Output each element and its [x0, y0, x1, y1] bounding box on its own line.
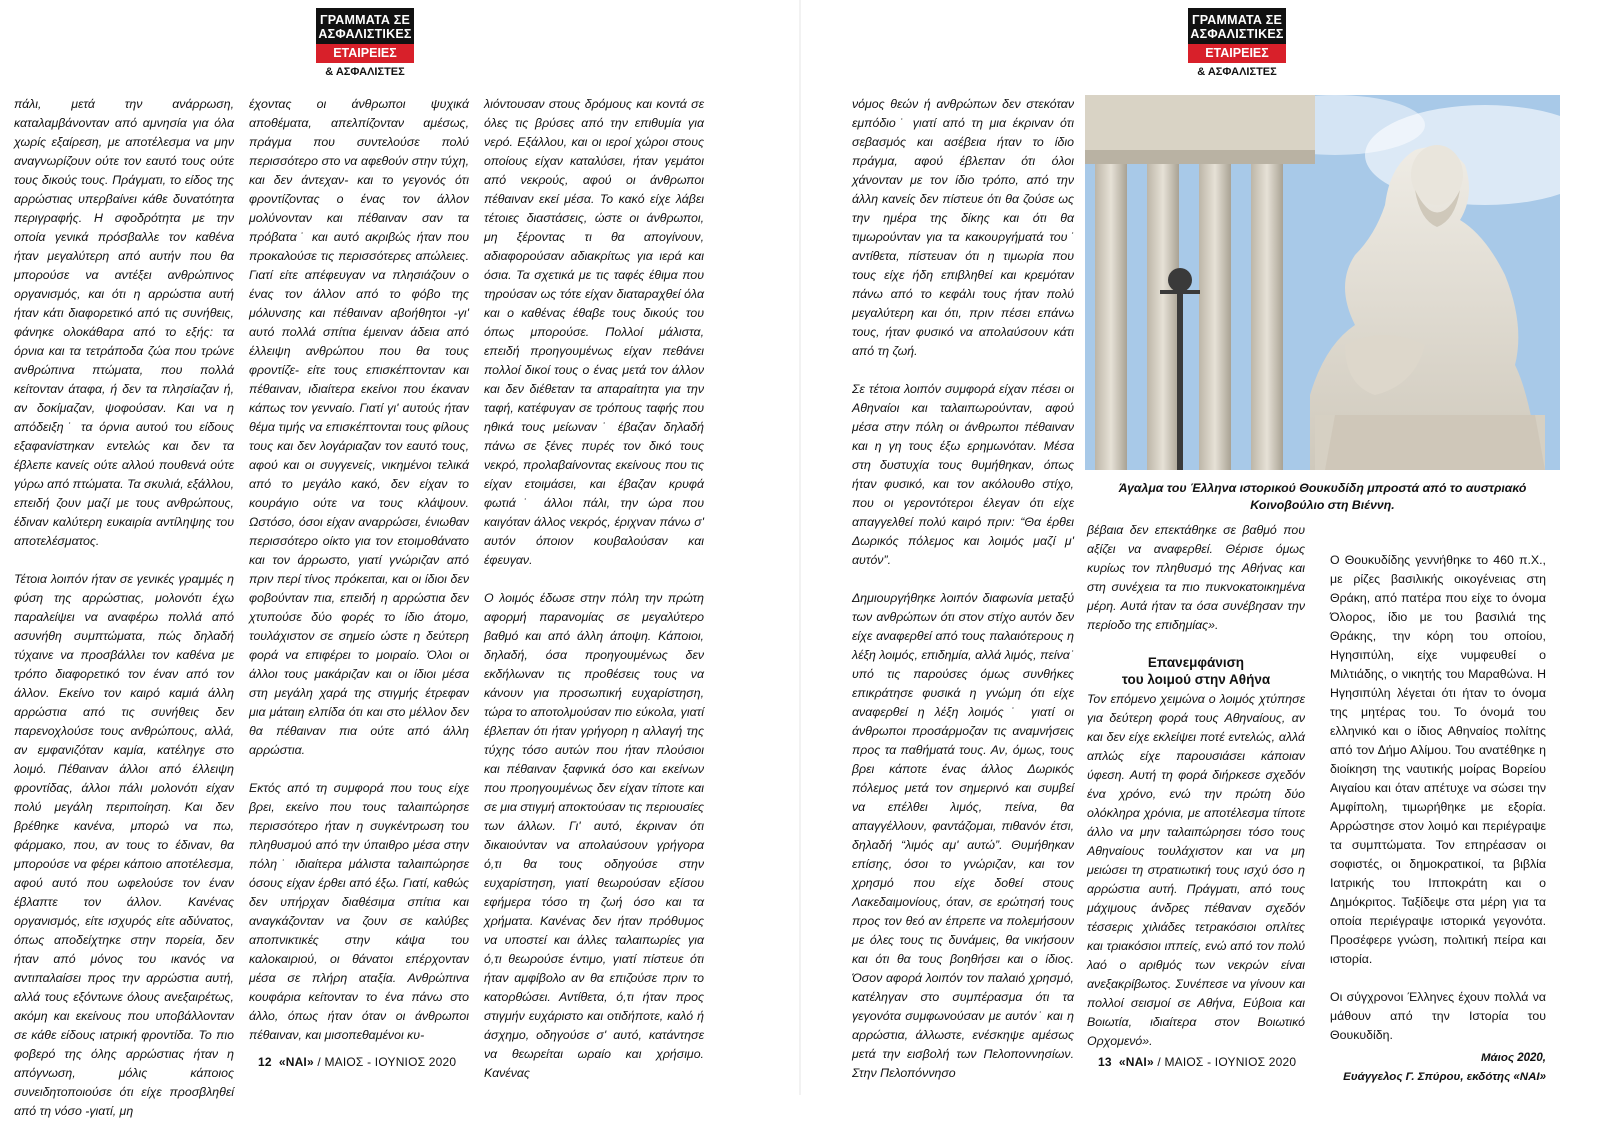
- signature-date: Μάιος 2020,: [1480, 1052, 1546, 1064]
- paragraph: βέβαια δεν επεκτάθηκε σε βαθμό που αξίζει να αναφερθεί. Θέρισε όμως κυρίως τον πληθυσμό της Αθήνας και στη συνέχεια τα πιο πυκνοκατοικημένα μέρη. Αυτά ήταν τα όσα συνέβησαν την περίοδο της επιδημίας».: [1087, 523, 1305, 632]
- thucydides-statue-photo: [1085, 95, 1560, 470]
- heading-line1: Επανεμφάνιση: [1147, 655, 1245, 670]
- paragraph: Ο λοιμός έδωσε στην πόλη την πρώτη αφορμή παρανομίας σε μεγαλύτερο βαθμό και από άλλη άποψη. Κάποιοι, δηλαδή, όσα προηγουμένως δεν εκδήλωναν τις προθέσεις τους να κάνουν για προσωπική ευχαρίστηση, τώρα το αποτολμούσαν πιο εύκολα, γιατί έβλεπαν ότι ήταν γρήγορη η αλλαγή της τύχης τόσο αυτών που ήταν πλούσιοι και πέθαιναν ξαφνικά όσο και εκείνων που προηγουμένως δεν είχαν τίποτε και σε μια στιγμή αποκτούσαν τις περιουσίες των άλλων. Γι' αυτό, έκριναν ότι δικαιούνταν να απολαύσουν γρήγορα ό,τι θα τους οδηγούσε στην ευχαρίστηση, γιατί θεωρούσαν εξίσου εφήμερα τόσο τη ζωή όσο και τα χρήματα. Κανένας δεν ήταν πρόθυμος να υποστεί και άλλες ταλαιπωρίες για ό,τι θεωρούσε έντιμο, γιατί πίστευε ότι ήταν αμφίβολο αν θα επιζούσε πριν το κατορθώσει. Αντίθετα, ό,τι ήταν προς στιγμήν ευχάριστο και οτιδήποτε, καλό ή άσχημο, οδηγούσε σ' αυτό, κατάντησε να θεωρείται ωραίο και χρήσιμο. Κανένας: [484, 591, 704, 1080]
- paragraph: Δημιουργήθηκε λοιπόν διαφωνία μεταξύ των ανθρώπων ότι στον στίχο αυτόν δεν είχε αναφερθεί από τους παλαιότερους η λέξη λοιμός, επιδημία, αλλά λιμός, πείνα˙ υπό τις παρούσες όμως συνθήκες επικράτησε φυσικά η γνώμη ότι είχε αναφερθεί η λέξη λοιμός˙ γιατί οι άνθρωποι προσάρμοζαν τις αναμνήσεις προς τα παθήματά τους. Αν, όμως, τους βρει κάποτε ένας άλλος Δωρικός πόλεμος μετά τον σημερινό και συμβεί να επέλθει λιμός, πείνα, θα απαγγέλλουν, φαντάζομαι, πιθανόν έτσι, δηλαδή “λιμός αμ' αυτώ”. Θυμήθηκαν επίσης, όσοι το γνώριζαν, και τον χρησμό που είχε δοθεί στους Λακεδαιμονίους, όταν, σε ερώτησή τους προς τον θεό αν έπρεπε να πολεμήσουν με όλες τους τις δυνάμεις, θα νικήσουν και ότι θα τους βοηθήσει και ο ίδιος. Όσον αφορά λοιπόν τον παλαιό χρησμό, κατέληγαν στο συμπέρασμα ότι τα γεγονότα συμφωνούσαν με αυτόν˙ και η αρρώστια, άλλωστε, ενέσκηψε αμέσως μετά την εισβολή των Πελοποννησίων. Στην Πελοπόννησο: [852, 591, 1074, 1080]
- badge-sub: & ΑΣΦΑΛΙΣΤΕΣ: [1197, 66, 1277, 78]
- badge-line3: ΕΤΑΙΡΕΙΕΣ: [316, 44, 414, 63]
- badge-sub: & ΑΣΦΑΛΙΣΤΕΣ: [325, 66, 405, 78]
- badge-line1: ΓΡΑΜΜΑΤΑ ΣΕ: [319, 13, 410, 27]
- badge-line3: ΕΤΑΙΡΕΙΕΣ: [1188, 44, 1286, 63]
- issue-label: / ΜΑΙΟΣ - ΙΟΥΝΙΟΣ 2020: [317, 1055, 457, 1069]
- right-column-1: [852, 95, 1074, 1083]
- right-column-3: [1330, 551, 1546, 1087]
- section-badge: [1188, 8, 1286, 78]
- paragraph: λιόντουσαν στους δρόμους και κοντά σε όλες τις βρύσες από την επιθυμία για νερό. Εξάλλου, και οι ιεροί χώροι στους οποίους είχαν καταλύσει, ήταν γεμάτοι από νεκρούς, αφού οι άνθρωποι πέθαιναν εκεί μέσα. Το κακό είχε λάβει τέτοιες διαστάσεις, ώστε οι άνθρωποι, μη ξέροντας τι θα απογίνουν, αδιαφορούσαν αδιακρίτως για ιερά και όσια. Τα σχετικά με τις ταφές έθιμα που τηρούσαν ως τότε είχαν διαταραχθεί όλα και ο καθένας έθαβε τους δικούς του όπως μπορούσε. Πολλοί μάλιστα, επειδή προηγουμένως είχαν πεθάνει πολλοί δικοί τους ο ένας μετά τον άλλον και δεν διέθεταν τα απαραίτητα για την ταφή, κατέφυγαν σε τρόπους ταφής που ηθικά τους μείωναν˙ έβαζαν δηλαδή πάνω σε ξένες πυρές τον δικό τους νεκρό, προλαβαίνοντας εκείνους που τις είχαν ετοιμάσει, και έβαζαν κρυφά φωτιά˙ άλλοι πάλι, την ώρα που καιγόταν άλλος νεκρός, έριχναν πάνω σ' αυτόν όποιον κουβαλούσαν και έφευγαν.: [484, 97, 704, 567]
- magazine-name: «ΝΑΙ»: [278, 1055, 314, 1069]
- badge-line1: ΓΡΑΜΜΑΤΑ ΣΕ: [1191, 13, 1282, 27]
- signature-name: Ευάγγελος Γ. Σπύρου, εκδότης «ΝΑΙ»: [1343, 1071, 1546, 1083]
- left-column-2: [249, 95, 469, 1045]
- paragraph: Οι σύγχρονοι Έλληνες έχουν πολλά να μάθουν από την Ιστορία του Θουκυδίδη.: [1330, 990, 1546, 1042]
- right-column-2: [1087, 521, 1305, 1051]
- paragraph: Ο Θουκυδίδης γεννήθηκε το 460 π.Χ., με ρίζες βασιλικής οικογένειας στη Θράκη, από πατέρα που είχε το όνομα Όλορος, ίδιο με του βασιλιά της Θράκης, την κόρη του οποίου, Ηγησιπύλη, είχε νυμφευθεί ο Μιλτιάδης, ο νικητής του Μαραθώνα. Η Ηγησιπύλη λέγεται ότι ήταν το όνομα της μητέρας του. Το όνομά του ελληνικό και ο ίδιος Αθηναίος πολίτης από τον Δήμο Αλίμου. Του ανατέθηκε η διοίκηση της ναυτικής μοίρας Βορείου Αιγαίου και όταν απέτυχε να σώσει την Αμφίπολη, τιμωρήθηκε με εξορία. Αρρώστησε στον λοιμό και περιέγραψε τα συμπτώματα. Τον επηρέασαν οι σοφιστές, οι δημοκρατικοί, τα βιβλία Ιατρικής του Ιπποκράτη και ο Δημόκριτος. Ταξίδεψε στα μέρη για τα οποία περιέγραψε ιστορικά γεγονότα. Προσέφερε γνώση, πολιτική πείρα και ιστορία.: [1330, 553, 1546, 966]
- page-number: 12: [258, 1055, 272, 1069]
- badge-line2: ΑΣΦΑΛΙΣΤΙΚΕΣ: [318, 27, 412, 41]
- paragraph: νόμος θεών ή ανθρώπων δεν στεκόταν εμπόδιο˙ γιατί από τη μια έκριναν ότι σεβασμός και ασέβεια ήταν το ίδιο πράγμα, αφού έβλεπαν ότι όλοι χάνονταν με τον ίδιο τρόπο, από την άλλη κανείς δεν πίστευε ότι θα ζούσε ως την ημέρα της δίκης και ότι θα τιμωρούνταν για τα κακουργήματά του˙ αντίθετα, πίστευαν ότι η τιμωρία που τους είχε ήδη επιβληθεί και κρεμόταν πάνω από το κεφάλι τους ήταν πολύ μεγαλύτερη και ότι, πριν πέσει επάνω τους, ήταν φυσικό να απολαύσουν κάτι από τη ζωή.: [852, 97, 1074, 358]
- magazine-name: «ΝΑΙ»: [1118, 1055, 1154, 1069]
- page-footer: [1098, 1055, 1296, 1069]
- page-footer: [258, 1055, 456, 1069]
- badge-line2: ΑΣΦΑΛΙΣΤΙΚΕΣ: [1190, 27, 1284, 41]
- paragraph: Σε τέτοια λοιπόν συμφορά είχαν πέσει οι Αθηναίοι και ταλαιπωρούνταν, αφού μέσα στην πόλη οι άνθρωποι πέθαιναν και η γη τους έξω ερημωνόταν. Μέσα στη δυστυχία τους θυμήθηκαν, όπως ήταν φυσικό, και τον ακόλουθο στίχο, που οι γεροντότεροι έλεγαν ότι είχε απαγγελθεί πολύ καιρό πριν: “Θα έρθει Δωρικός πόλεμος και λοιμός μαζί μ' αυτόν”.: [852, 382, 1074, 567]
- issue-label: / ΜΑΙΟΣ - ΙΟΥΝΙΟΣ 2020: [1157, 1055, 1297, 1069]
- paragraph: Τέτοια λοιπόν ήταν σε γενικές γραμμές η φύση της αρρώστιας, μολονότι έχω παραλείψει να αναφέρω πολλά από ασυνήθη συμπτώματα, πώς δηλαδή τύχαινε να προσβάλλει τον καθένα με τρόπο διαφορετικό τον έναν από τον άλλον. Εκείνο τον καιρό καμιά άλλη αρρώστια από τις συνήθεις δεν παρενοχλούσε τους ανθρώπους, αλλά, αν εμφανιζόταν καμία, κατέληγε στο λοιμό. Πέθαιναν άλλοι από έλλειψη φροντίδας, άλλοι πάλι μολονότι είχαν πολύ μεγάλη περιποίηση. Και δεν βρέθηκε κανένα, μπορώ να πω, φάρμακο, που, αν τους το έδιναν, θα μπορούσε να φέρει κάποιο αποτέλεσμα, αφού αυτό που ωφελούσε τον έναν έβλαπτε τον άλλον. Κανένας οργανισμός, είτε ισχυρός είτε αδύνατος, όπως αποδείχτηκε στην πορεία, δεν ήταν από μόνος του ικανός να αντιπαλαίσει προς την αρρώστια αυτή, αλλά τους εξόντωνε όλους ανεξαιρέτως, ακόμη και εκείνους που υποβάλλονταν σε κάθε είδους ιατρική φροντίδα. Το πιο φοβερό της όλης αρρώστιας ήταν η απόγνωση, μόλις κάποιος συνειδητοποιούσε ότι είχε προσβληθεί από τη νόσο -γιατί, μη: [14, 572, 234, 1118]
- heading-line2: του λοιμού στην Αθήνα: [1121, 672, 1271, 687]
- page-number: 13: [1098, 1055, 1112, 1069]
- section-heading: [1087, 654, 1305, 688]
- photo-caption: Άγαλμα του Έλληνα ιστορικού Θουκυδίδη μπροστά από το αυστριακό Κοινοβούλιο στη Βιέννη.: [1118, 481, 1527, 512]
- left-column-1: [14, 95, 234, 1121]
- paragraph: Εκτός από τη συμφορά που τους είχε βρει, εκείνο που τους ταλαιπώρησε περισσότερο ήταν η συγκέντρωση του πληθυσμού από την ύπαιθρο μέσα στην πόλη˙ ιδιαίτερα μάλιστα ταλαιπώρησε όσους είχαν έρθει από έξω. Γιατί, καθώς δεν υπήρχαν διαθέσιμα σπίτια και αναγκάζονταν να ζουν σε καλύβες αποπνικτικές στην κάψα του καλοκαιριού, οι θάνατοι επέρχονταν μέσα σε πλήρη αταξία. Ανθρώπινα κουφάρια κείτονταν το ένα πάνω στο άλλο, όπως ήταν όταν οι άνθρωποι πέθαιναν, και μισοπεθαμένοι κυ-: [249, 781, 469, 1042]
- left-page: [0, 0, 800, 1118]
- left-column-3: [484, 95, 704, 1083]
- paragraph: έχοντας οι άνθρωποι ψυχικά αποθέματα, απελπίζονταν αμέσως, πράγμα που συντελούσε πολύ περισσότερο στο να αφεθούν στην τύχη, και δεν άντεχαν- και το γεγονός ότι φροντίζοντας ο ένας τον άλλον μολύνονταν και πέθαιναν σαν τα πρόβατα˙ και αυτό ακριβώς ήταν που προκαλούσε τις περισσότερες απώλειες. Γιατί είτε απέφευγαν να πλησιάζουν ο ένας τον άλλον από το φόβο της μόλυνσης και πέθαιναν αβοήθητοι -γι' αυτό πολλά σπίτια έμειναν άδεια από έλλειψη ανθρώπου που θα τους φροντίζε- είτε τους επισκέπτονταν και πέθαιναν, ιδιαίτερα εκείνοι που έκαναν κάπως τον γενναίο. Γιατί γι' αυτούς ήταν θέμα τιμής να επισκέπτονται τους φίλους τους και δεν λογάριαζαν τον εαυτό τους, αφού και οι συγγενείς, νικημένοι τελικά από το μεγάλο κακό, δεν είχαν το κουράγιο ούτε να τους κλάψουν. Ωστόσο, όσοι είχαν αναρρώσει, ένιωθαν περισσότερο οίκτο για τον ετοιμοθάνατο και τον άρρωστο, γιατί γνώριζαν από πριν περί τίνος πρόκειται, και οι ίδιοι δεν φοβούνταν πια, επειδή η αρρώστια δεν χτυπούσε δύο φορές το ίδιο άτομο, τουλάχιστον σε σημείο ώστε η δεύτερη φορά να επιφέρει το μοιραίο. Όλοι οι άλλοι τους μακάριζαν και οι ίδιοι μέσα στη μεγάλη χαρά της στιγμής έτρεφαν μια μάταιη ελπίδα ότι και στο μέλλον δεν θα πέθαιναν πια ούτε από άλλη αρρώστια.: [249, 97, 469, 757]
- paragraph: Τον επόμενο χειμώνα ο λοιμός χτύπησε για δεύτερη φορά τους Αθηναίους, αν και δεν είχε εκλείψει ποτέ εντελώς, αλλά απλώς είχε παρουσιάσει κάποιαν ύφεση. Αυτή τη φορά διήρκεσε σχεδόν ένα χρόνο, ενώ την πρώτη δύο ολόκληρα χρόνια, με αποτέλεσμα τίποτε άλλο να μην ταλαιπώρησει τόσο τους Αθηναίους τουλάχιστον και να μη μειώσει τη στρατιωτική τους ισχύ όσο η αρρώστια αυτή. Πράγματι, από τους μάχιμους άνδρες πέθαναν σχεδόν τέσσερις χιλιάδες τετρακόσιοι οπλίτες και τριακόσιοι ιππείς, ενώ από τον πολύ λαό ο αριθμός των νεκρών είναι ανεξακρίβωτος. Συνέπεσε να γίνουν και πολλοί σεισμοί σε Αθήνα, Εύβοια και Βοιωτία, ιδιαίτερα στον Βοιωτικό Ορχομενό».: [1087, 692, 1305, 1048]
- right-page: [800, 0, 1600, 1095]
- paragraph: πάλι, μετά την ανάρρωση, καταλαμβάνονταν από αμνησία για όλα χωρίς εξαίρεση, με αποτέλεσμα να μην αναγνωρίζουν ούτε τον εαυτό τους ούτε τους δικούς τους. Πράγματι, το είδος της αρρώστιας υπερβαίνει κάθε δυνατότητα περιγραφής. Η σφοδρότητα με την οποία γενικά πρόσβαλλε τον καθένα ήταν μεγαλύτερη από αυτήν που θα μπορούσε να αντέξει ανθρώπινος οργανισμός, και ότι η αρρώστια αυτή ήταν κάτι διαφορετικό από τις συνήθεις, φάνηκε ολοκάθαρα από το εξής: τα όρνια και τα τετράποδα ζώα που τρώνε ανθρώπινα πτώματα, που πολλά κείτονταν άταφα, ή δεν τα πλησίαζαν ή, αν δοκίμαζαν, ψοφούσαν. Και να η απόδειξη˙ τα όρνια αυτού του είδους εξαφανίστηκαν εντελώς και δεν τα έβλεπε κανείς ούτε αλλού πουθενά ούτε γύρω από πτώματα. Τα σκυλιά, εξάλλου, επειδή ζουν μαζί με τους ανθρώπους, έδιναν καλύτερη ευκαιρία αντίληψης του αποτελέσματος.: [14, 97, 235, 548]
- section-badge: [316, 8, 414, 78]
